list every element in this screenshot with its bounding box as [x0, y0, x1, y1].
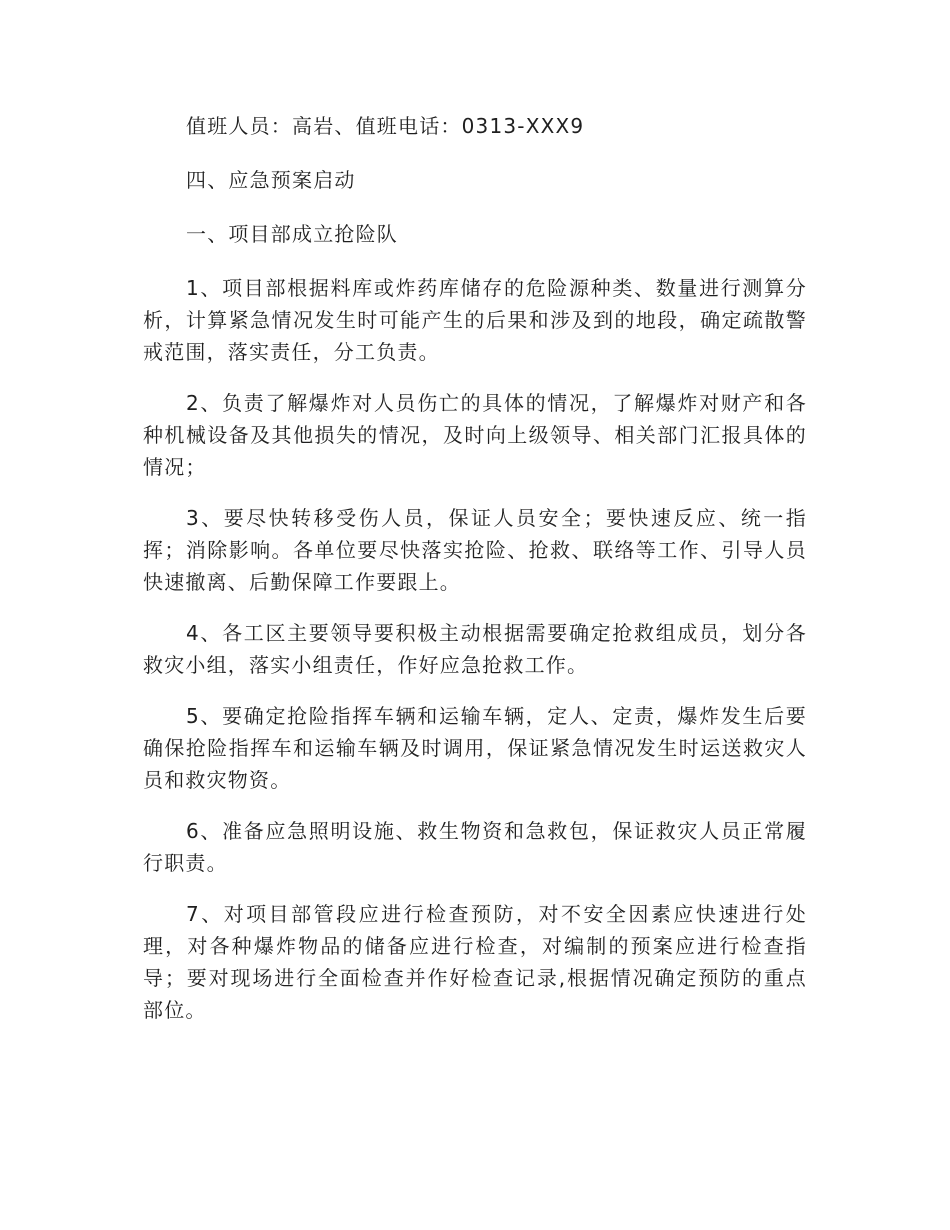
- document-body: [143, 110, 807, 1045]
- paragraph-item-2: 2、负责了解爆炸对人员伤亡的具体的情况，了解爆炸对财产和各种机械设备及其他损失的情况，及时向上级领导、相关部门汇报具体的情况；: [143, 391, 807, 479]
- paragraph-item-5: 5、要确定抢险指挥车辆和运输车辆，定人、定责，爆炸发生后要确保抢险指挥车和运输车辆及时调用，保证紧急情况发生时运送救灾人员和救灾物资。: [143, 704, 807, 792]
- section-heading-emergency-plan-start: 四、应急预案启动: [186, 168, 356, 192]
- paragraph-item-4: 4、各工区主要领导要积极主动根据需要确定抢救组成员，划分各救灾小组，落实小组责任，作好应急抢救工作。: [143, 621, 807, 677]
- paragraph-item-1: 1、项目部根据料库或炸药库储存的危险源种类、数量进行测算分析，计算紧急情况发生时可能产生的后果和涉及到的地段，确定疏散警戒范围，落实责任，分工负责。: [143, 276, 807, 364]
- paragraph-item-3: 3、要尽快转移受伤人员，保证人员安全；要快速反应、统一指挥；消除影响。各单位要尽快落实抢险、抢救、联络等工作、引导人员快速撤离、后勤保障工作要跟上。: [143, 506, 807, 594]
- paragraph-item-6: 6、准备应急照明设施、救生物资和急救包，保证救灾人员正常履行职责。: [143, 819, 807, 875]
- paragraph-item-7: 7、对项目部管段应进行检查预防，对不安全因素应快速进行处理，对各种爆炸物品的储备应进行检查，对编制的预案应进行检查指导；要对现场进行全面检查并作好检查记录,根据情况确定预防的重点部位。: [143, 902, 807, 1022]
- duty-contact-line: 值班人员：高岩、值班电话：0313-XXX9: [186, 114, 585, 138]
- subsection-heading-rescue-team: 一、项目部成立抢险队: [186, 222, 398, 246]
